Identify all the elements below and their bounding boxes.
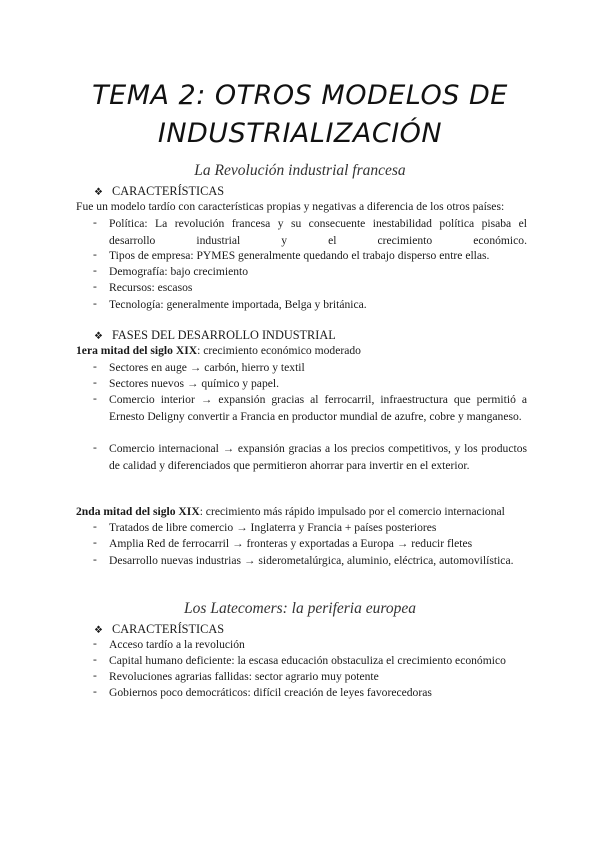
dash-bullet: - <box>93 520 97 533</box>
dash-bullet: - <box>93 669 97 682</box>
list-item: Comercio interior → expansión gracias al ferrocarril, infraestructura que permitió a Ernesto Deligny convertir a Francia en productor mundial de azufre, cobre y manganeso. <box>109 393 527 423</box>
section-heading-french-revolution: La Revolución industrial francesa <box>194 162 406 179</box>
diamond-bullet-icon: ❖ <box>94 331 103 342</box>
phases-label: FASES DEL DESARROLLO INDUSTRIAL <box>112 328 336 342</box>
dash-bullet: - <box>93 248 97 261</box>
list-item: Política: La revolución francesa y su consecuente inestabilidad política pisaba el desarrollo industrial y el crecimiento económico. <box>109 217 527 247</box>
section-heading-latecomers: Los Latecomers: la periferia europea <box>184 600 416 617</box>
list-item: Sectores nuevos → químico y papel. <box>109 377 280 390</box>
list-item: Amplia Red de ferrocarril → fronteras y exportadas a Europa → reducir fletes <box>109 537 473 550</box>
dash-bullet: - <box>93 637 97 650</box>
page-title-line-1: TEMA 2: OTROS MODELOS DE <box>92 80 508 111</box>
diamond-bullet-icon: ❖ <box>94 187 103 198</box>
dash-bullet: - <box>93 685 97 698</box>
list-item: Tratados de libre comercio → Inglaterra y Francia + países posteriores <box>109 521 437 534</box>
diamond-bullet-icon: ❖ <box>94 625 103 636</box>
list-item: Comercio internacional → expansión gracias a los precios competitivos, y los productos de calidad y diferenciados que permitieron ahorrar para invertir en el exterior. <box>109 442 527 472</box>
dash-bullet: - <box>93 653 97 666</box>
list-item: Acceso tardío a la revolución <box>109 638 245 651</box>
list-item: Tecnología: generalmente importada, Belga y británica. <box>109 298 367 311</box>
phase1-label: 1era mitad del siglo XIX <box>76 344 198 357</box>
characteristics-label: CARACTERÍSTICAS <box>112 184 225 198</box>
phase1-description: : crecimiento económico moderado <box>197 344 361 357</box>
dash-bullet: - <box>93 392 97 405</box>
dash-bullet: - <box>93 297 97 310</box>
phase1-heading <box>76 343 361 360</box>
characteristics-label-2: CARACTERÍSTICAS <box>112 622 225 636</box>
dash-bullet: - <box>93 553 97 566</box>
list-item: Tipos de empresa: PYMES generalmente quedando el trabajo disperso entre ellas. <box>109 249 490 262</box>
list-item: Capital humano deficiente: la escasa educación obstaculiza el crecimiento económico <box>109 654 506 667</box>
page-title-line-2: INDUSTRIALIZACIÓN <box>157 118 443 149</box>
list-item: Demografía: bajo crecimiento <box>109 265 249 278</box>
dash-bullet: - <box>93 360 97 373</box>
dash-bullet: - <box>93 376 97 389</box>
list-item: Gobiernos poco democráticos: difícil creación de leyes favorecedoras <box>109 686 432 699</box>
list-item: Desarrollo nuevas industrias → siderometalúrgica, aluminio, eléctrica, automovilística. <box>109 554 514 567</box>
dash-bullet: - <box>93 280 97 293</box>
phase2-label: 2nda mitad del siglo XIX <box>76 505 200 518</box>
dash-bullet: - <box>93 216 97 229</box>
dash-bullet: - <box>93 536 97 549</box>
list-item: Revoluciones agrarias fallidas: sector agrario muy potente <box>109 670 379 683</box>
list-item: Sectores en auge → carbón, hierro y textil <box>109 361 305 374</box>
dash-bullet: - <box>93 441 97 454</box>
dash-bullet: - <box>93 264 97 277</box>
intro-paragraph: Fue un modelo tardío con características propias y negativas a diferencia de los otros países: <box>76 200 505 213</box>
phase2-heading <box>76 504 505 521</box>
phase2-description: : crecimiento más rápido impulsado por el comercio internacional <box>199 505 505 518</box>
list-item: Recursos: escasos <box>109 281 193 294</box>
